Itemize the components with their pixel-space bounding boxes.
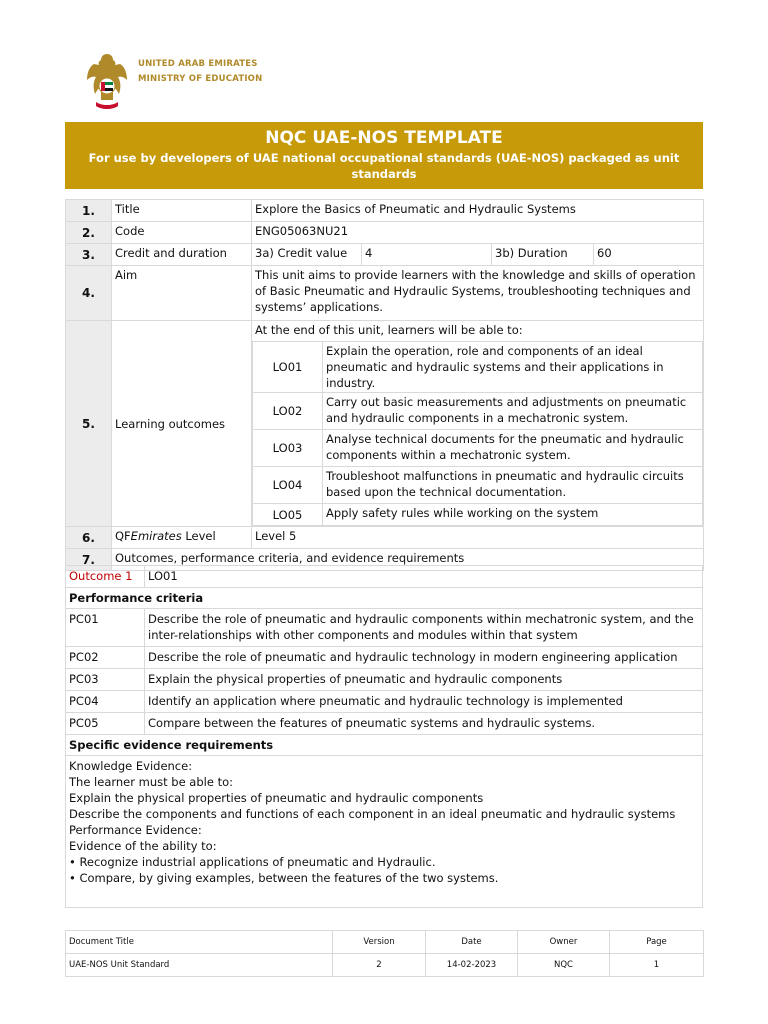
table-row — [66, 954, 704, 977]
lo-code: LO04 — [253, 467, 323, 504]
table-row — [66, 527, 704, 549]
table-row — [66, 735, 703, 756]
qf-level-value: Level 5 — [252, 527, 704, 549]
aim-label: Aim — [112, 266, 252, 321]
lo-code: LO02 — [253, 393, 323, 430]
footer-value: UAE-NOS Unit Standard — [66, 954, 333, 977]
table-row — [66, 669, 703, 691]
table-row — [66, 566, 703, 588]
pc-code: PC02 — [66, 647, 145, 669]
lo-text: Explain the operation, role and components of an ideal pneumatic and hydraulic systems and their applications in industry. — [323, 342, 703, 393]
footer-value: 1 — [610, 954, 704, 977]
code-label: Code — [112, 222, 252, 244]
evidence-heading: Specific evidence requirements — [66, 735, 703, 756]
row-number: 1. — [66, 200, 112, 222]
evidence-text: Knowledge Evidence: The learner must be able to: Explain the physical properties of pneumatic and hydraulic components Describe the components and functions of each component in an ideal pneumatic and hydraulic systems Performance Evidence: Evidence of the ability to: • Recognize industrial applications of pneumatic and Hydraulic. • Compare, by giving examples, between the features of the two systems. — [66, 756, 703, 908]
table-row — [66, 756, 703, 908]
list-item — [253, 467, 703, 504]
logo-line-2: MINISTRY OF EDUCATION — [138, 74, 263, 84]
lo-text: Apply safety rules while working on the system — [323, 504, 703, 526]
lo-text: Analyse technical documents for the pneumatic and hydraulic components within a mechatronic system. — [323, 430, 703, 467]
row-number: 4. — [66, 266, 112, 321]
ministry-logo — [84, 50, 274, 112]
table-row — [66, 647, 703, 669]
lo-code: LO03 — [253, 430, 323, 467]
credit-value: 4 — [362, 244, 492, 266]
credit-label: Credit and duration — [112, 244, 252, 266]
footer-value: 14-02-2023 — [426, 954, 518, 977]
table-row — [66, 200, 704, 222]
lo-code: LO01 — [253, 342, 323, 393]
outcomes-heading: Outcomes, performance criteria, and evidence requirements — [112, 549, 704, 571]
row-number: 2. — [66, 222, 112, 244]
table-row — [66, 713, 703, 735]
list-item — [253, 342, 703, 393]
table-row — [66, 266, 704, 321]
list-item — [253, 393, 703, 430]
duration-label: 3b) Duration — [492, 244, 594, 266]
template-banner — [65, 122, 703, 189]
pc-code: PC04 — [66, 691, 145, 713]
pc-code: PC01 — [66, 609, 145, 647]
outcome-table — [65, 565, 703, 908]
falcon-emblem-icon — [84, 50, 130, 112]
table-row — [66, 931, 704, 954]
lo-text: Troubleshoot malfunctions in pneumatic and hydraulic circuits based upon the technical documentation. — [323, 467, 703, 504]
duration-value: 60 — [594, 244, 704, 266]
banner-subtitle: For use by developers of UAE national occupational standards (UAE-NOS) packaged as unit standards — [88, 151, 680, 181]
title-value: Explore the Basics of Pneumatic and Hydraulic Systems — [252, 200, 704, 222]
performance-criteria-heading: Performance criteria — [66, 588, 703, 609]
unit-details-table — [65, 199, 704, 571]
lo-code: LO05 — [253, 504, 323, 526]
table-row — [66, 588, 703, 609]
row-number: 6. — [66, 527, 112, 549]
pc-text: Compare between the features of pneumatic systems and hydraulic systems. — [145, 713, 703, 735]
list-item — [253, 504, 703, 526]
footer-header: Version — [333, 931, 426, 954]
footer-value: 2 — [333, 954, 426, 977]
pc-text: Describe the role of pneumatic and hydraulic technology in modern engineering application — [145, 647, 703, 669]
table-row — [66, 609, 703, 647]
learning-outcomes-list — [252, 341, 703, 526]
table-row — [66, 244, 704, 266]
pc-text: Identify an application where pneumatic and hydraulic technology is implemented — [145, 691, 703, 713]
document-footer-table — [65, 930, 704, 977]
footer-header: Document Title — [66, 931, 333, 954]
title-label: Title — [112, 200, 252, 222]
row-number: 5. — [66, 321, 112, 527]
aim-value: This unit aims to provide learners with the knowledge and skills of operation of Basic Pneumatic and Hydraulic Systems, troubleshooting techniques and systems’ applications. — [252, 266, 704, 321]
table-row — [66, 691, 703, 713]
table-row — [66, 222, 704, 244]
credit-value-label: 3a) Credit value — [252, 244, 362, 266]
learning-outcomes-label: Learning outcomes — [112, 321, 252, 527]
footer-value: NQC — [518, 954, 610, 977]
table-row — [66, 321, 704, 527]
footer-header: Page — [610, 931, 704, 954]
outcome-label: Outcome 1 — [66, 566, 145, 588]
logo-line-1: UNITED ARAB EMIRATES — [138, 59, 258, 69]
pc-code: PC03 — [66, 669, 145, 691]
lo-text: Carry out basic measurements and adjustments on pneumatic and hydraulic components in a mechatronic system. — [323, 393, 703, 430]
row-number: 7. — [66, 549, 112, 571]
code-value: ENG05063NU21 — [252, 222, 704, 244]
pc-text: Describe the role of pneumatic and hydraulic components within mechatronic system, and the inter-relationships with other components and modules within that system — [145, 609, 703, 647]
outcome-code: LO01 — [145, 566, 703, 588]
pc-text: Explain the physical properties of pneumatic and hydraulic components — [145, 669, 703, 691]
banner-title: NQC UAE-NOS TEMPLATE — [265, 128, 503, 148]
pc-code: PC05 — [66, 713, 145, 735]
footer-header: Owner — [518, 931, 610, 954]
footer-header: Date — [426, 931, 518, 954]
qf-level-label: QFEmirates Level — [112, 527, 252, 549]
list-item — [253, 430, 703, 467]
learning-outcomes-intro: At the end of this unit, learners will be able to: — [255, 323, 523, 337]
learning-outcomes-cell — [252, 321, 704, 527]
row-number: 3. — [66, 244, 112, 266]
